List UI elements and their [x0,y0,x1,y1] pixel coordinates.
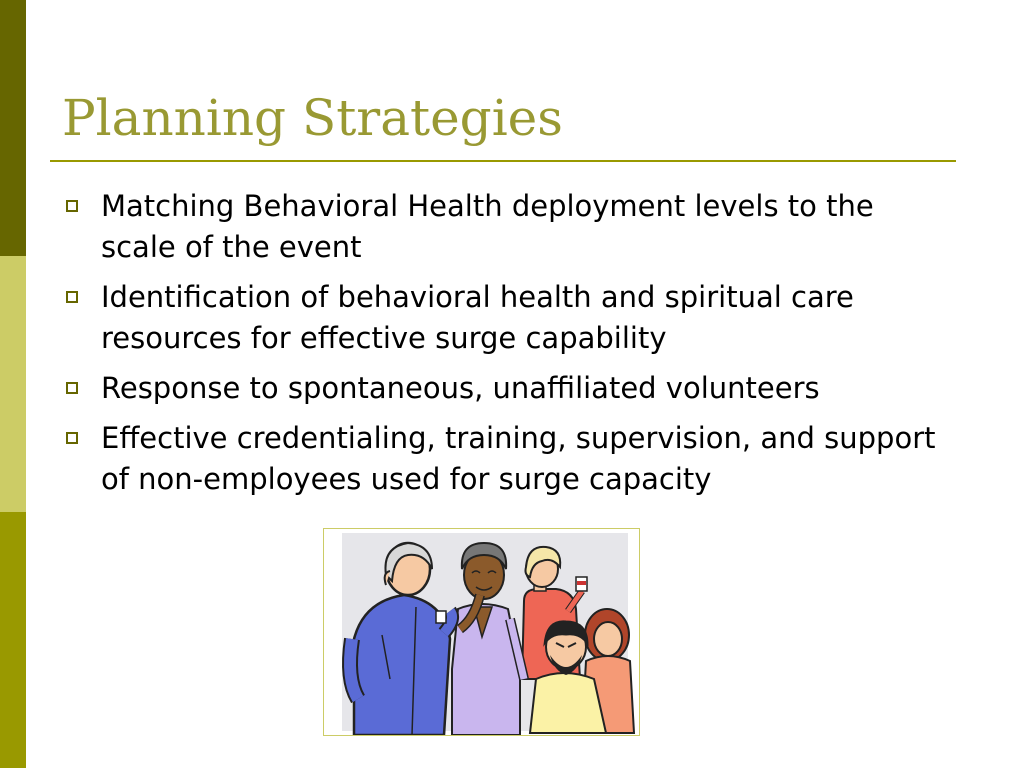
side-stripe-middle [0,256,26,512]
square-bullet-icon [66,200,78,212]
people-icon [324,529,639,735]
side-stripe-top [0,0,26,256]
bullet-item [66,277,956,359]
bullet-text: Identification of behavioral health and spiritual care resources for effective surge capability [101,280,854,355]
bullet-list [66,186,956,509]
slide-title: Planning Strategies [62,89,563,147]
bullet-text: Effective credentialing, training, supervision, and support of non-employees used for surge capacity [101,421,936,496]
bullet-text: Response to spontaneous, unaffiliated volunteers [101,371,820,405]
bullet-text: Matching Behavioral Health deployment levels to the scale of the event [101,189,874,264]
bullet-item [66,368,956,409]
group-of-people-clipart [323,528,640,736]
square-bullet-icon [66,382,78,394]
side-stripe-bottom [0,512,26,768]
bullet-item [66,418,956,500]
bullet-item [66,186,956,268]
square-bullet-icon [66,291,78,303]
title-underline [50,160,956,162]
square-bullet-icon [66,432,78,444]
